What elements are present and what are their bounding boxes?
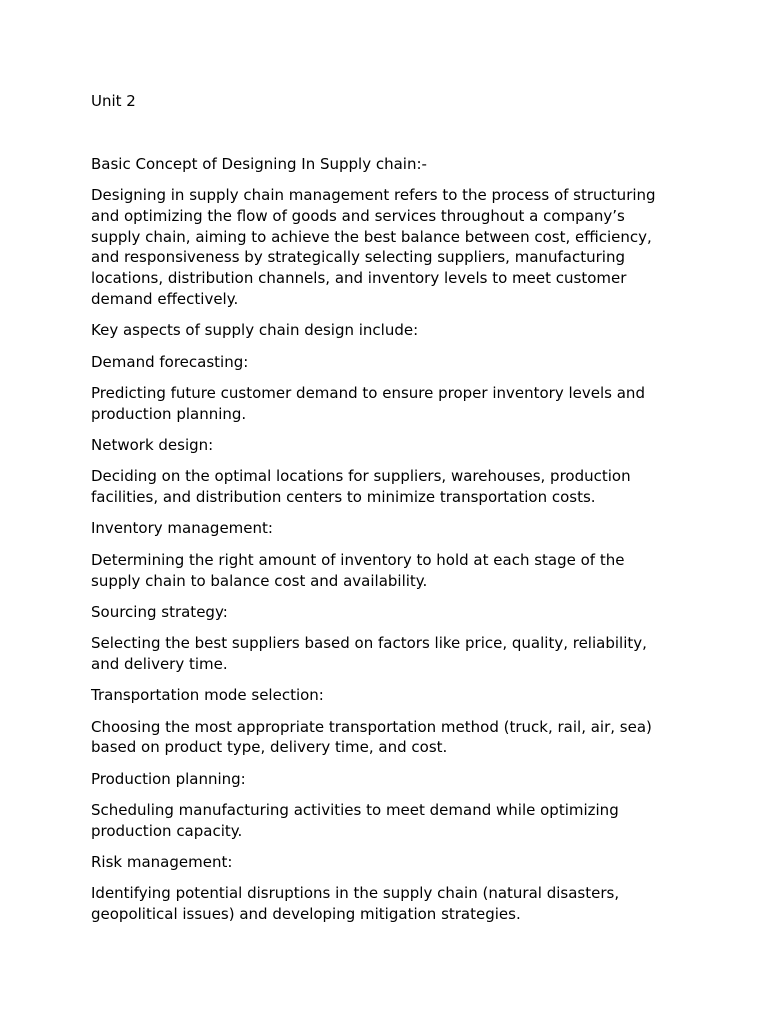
aspect-description-demand-forecasting: Predicting future customer demand to ensure proper inventory levels and production planning. xyxy=(91,383,645,423)
aspect-title-transportation-mode-selection: Transportation mode selection: xyxy=(91,686,324,705)
aspect-description-risk-management: Identifying potential disruptions in the supply chain (natural disasters, geopolitical issues) and developing mitigation strategies. xyxy=(91,884,620,924)
aspect-title-production-planning: Production planning: xyxy=(91,769,246,788)
unit-title: Unit 2 xyxy=(91,92,136,110)
aspect-title-inventory-management: Inventory management: xyxy=(91,519,273,538)
aspect-description-production-planning: Scheduling manufacturing activities to meet demand while optimizing production capacity. xyxy=(91,800,619,840)
aspect-description-inventory-management: Determining the right amount of inventory to hold at each stage of the supply chain to balance cost and availability. xyxy=(91,550,625,590)
aspects-heading: Key aspects of supply chain design include: xyxy=(91,321,419,340)
document-page xyxy=(91,91,671,925)
aspect-title-sourcing-strategy: Sourcing strategy: xyxy=(91,602,228,621)
aspect-title-demand-forecasting: Demand forecasting: xyxy=(91,352,249,371)
aspect-description-network-design: Deciding on the optimal locations for suppliers, warehouses, production facilities, and distribution centers to minimize transportation costs. xyxy=(91,467,631,507)
section-heading: Basic Concept of Designing In Supply chain:- xyxy=(91,154,427,173)
aspect-description-sourcing-strategy: Selecting the best suppliers based on factors like price, quality, reliability, and delivery time. xyxy=(91,634,647,673)
intro-paragraph: Designing in supply chain management refers to the process of structuring and optimizing the flow of goods and services throughout a company’s supply chain, aiming to achieve the best balance between cost, efficiency, and responsiveness by strategically selecting suppliers, manufacturing locations, distribution channels, and inventory levels to meet customer demand effectively. xyxy=(91,186,656,309)
aspect-description-transportation-mode-selection: Choosing the most appropriate transportation method (truck, rail, air, sea) based on product type, delivery time, and cost. xyxy=(91,717,652,757)
aspect-title-network-design: Network design: xyxy=(91,436,214,455)
aspect-title-risk-management: Risk management: xyxy=(91,853,233,872)
